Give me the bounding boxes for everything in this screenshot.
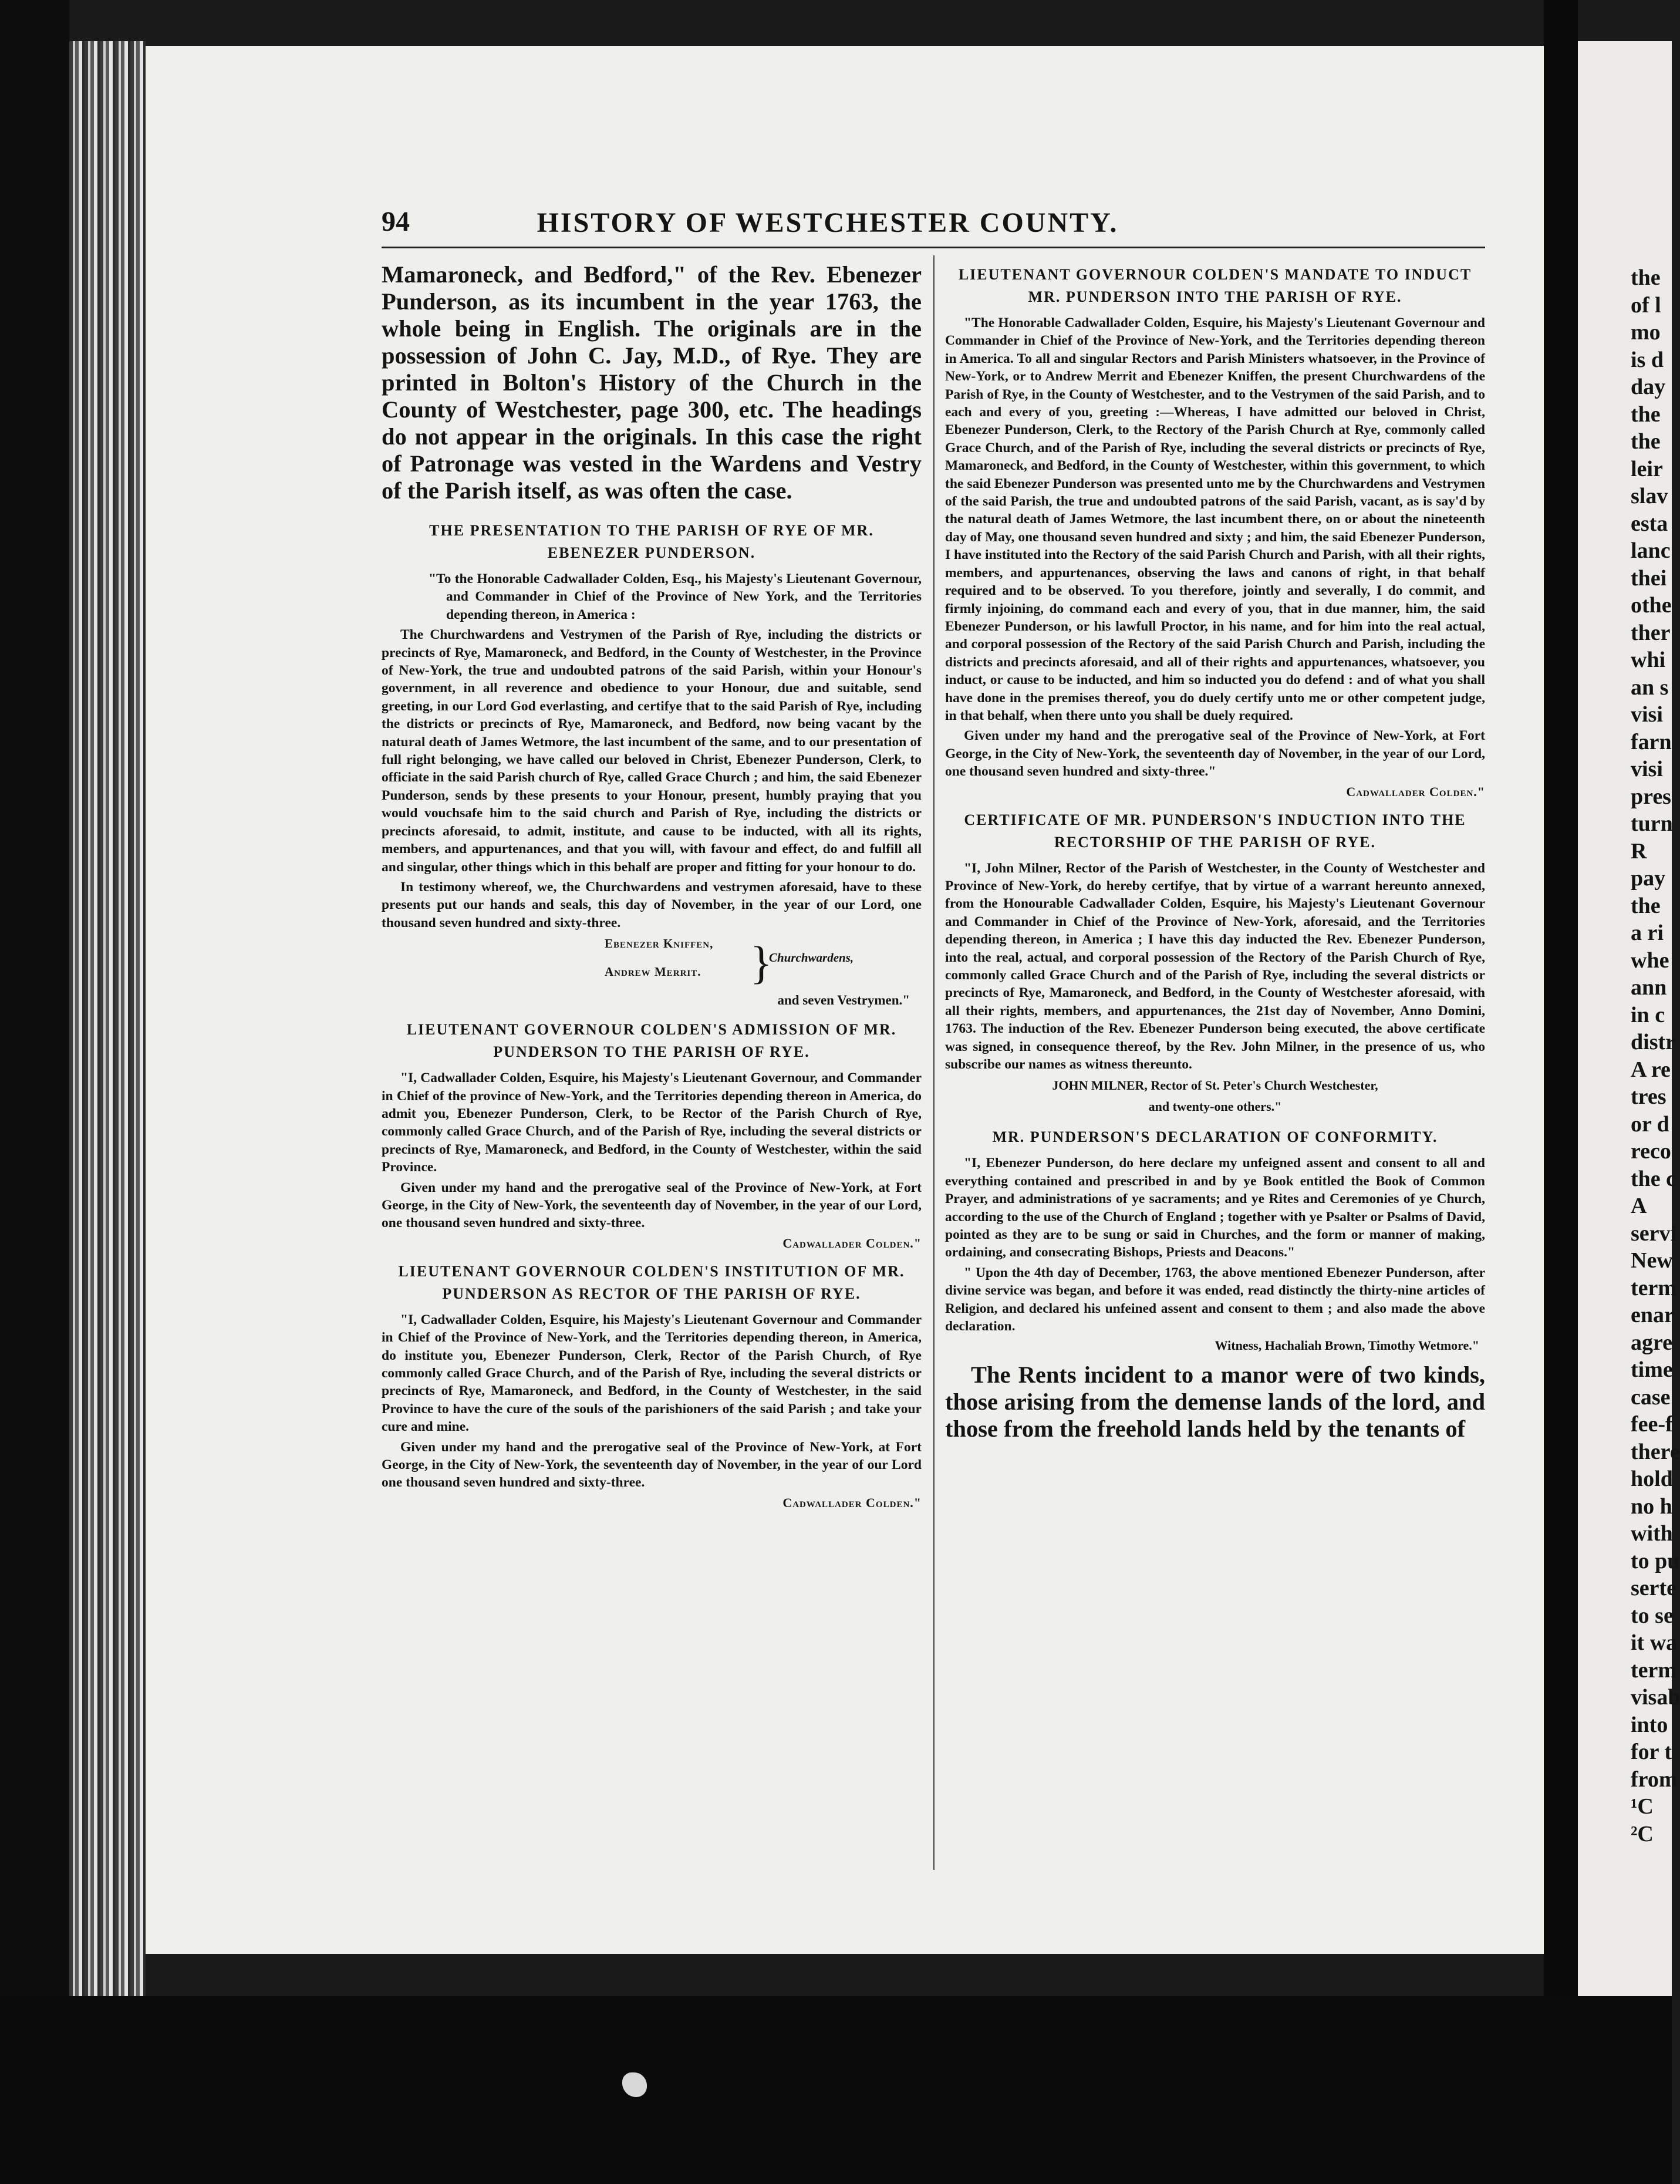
facing-page-line: visi bbox=[1631, 757, 1663, 781]
facing-page-line: A bbox=[1631, 1194, 1647, 1218]
admission-given: Given under my hand and the prerogative seal of the Province of New-York, at Fort George, in the City of New-York, the seventeenth day of November, in the year of our Lord, one thousand seven hundred and sixty-three. bbox=[382, 1179, 922, 1231]
section-heading-presentation: THE PRESENTATION TO THE PARISH OF RYE OF MR. EBENEZER PUNDERSON. bbox=[429, 522, 874, 561]
facing-page-line: no h bbox=[1631, 1494, 1672, 1519]
rents-paragraph: The Rents incident to a manor were of two kinds, those arising from the demense lands of the lord, and those from the freehold lands held by the tenants of bbox=[945, 1361, 1485, 1442]
signature-colden: Cadwallader Colden." bbox=[1346, 784, 1485, 799]
book-binding bbox=[69, 41, 146, 1996]
left-column bbox=[382, 261, 922, 1893]
facing-page-line: thei bbox=[1631, 565, 1667, 591]
facing-page-line: with bbox=[1631, 1521, 1673, 1546]
signature-colden: Cadwallader Colden." bbox=[782, 1235, 922, 1251]
churchwardens-signature bbox=[382, 936, 922, 993]
facing-page-line: pay bbox=[1631, 866, 1666, 891]
institution-paragraph: "I, Cadwallader Colden, Esquire, his Majesty's Lieutenant Governour and Commander in Chief of the Province of New-York, and the Territories depending thereon, in America, do institute you, Ebenezer Punderson, Clerk, Rector of the Parish Church, of Rye commonly called Grace Church, and of the Parish of Rye, including the several districts or precincts of Rye, Mamaroneck, and Bedford, in the County of Westchester, in the said Province to have the cure of the souls of the parishioners of the said Parish ; and take your cure and mine. bbox=[382, 1312, 922, 1435]
header-rule bbox=[382, 247, 1485, 248]
facing-page-line: servi bbox=[1631, 1221, 1677, 1246]
facing-page-line: to pu bbox=[1631, 1548, 1680, 1573]
mandate-paragraph: "The Honorable Cadwallader Colden, Esquire, his Majesty's Lieutenant Governour and Commander in Chief of the Province of New-York, and the Territories depending thereon in America. To all and singular Rectors and Parish Ministers whatsoever, in the Province of New-York, or to Andrew Merrit and Ebenezer Kniffen, the present Churchwardens of the Parish of Rye, in the County of Westchester, and to the Vestrymen of the said Parish, and to each and every of you, greeting :—Whereas, I have admitted our beloved in Christ, Ebenezer Punderson, Clerk, to the Rectory of the Parish Church at Rye, commonly called Grace Church, and of the Parish of Rye, including the several districts or precincts of Rye, Mamaroneck, and Bedford, in the County of Westchester, within this government, to which the said Ebenezer Punderson was presented unto me by the Churchwardens and Vestrymen of the said Parish, the true and undoubted patrons of the said Parish, vacant, as is say'd by the natural death of James Wetmore, the last incumbent there, on or about the nineteenth day of May, one thousand seven hundred and sixty ; and him, the said Ebenezer Punderson, I have instituted into the Rectory of the said Parish Church and Parish, with all their rights, members, and appurtenances, observing the laws and canons of right, in that behalf required and to be observed. To you therefore, jointly and severally, I do commit, and firmly injoining, do command each and every of you, that in due manner, him, the said Ebenezer Punderson, or his lawfull Proctor, in his name, and for him into the real actual, and corporal possession of the Rectory of the said Parish Church and Parish, including the districts and precincts aforesaid, and all of their rights and appurtenances, whatsoever, you induct, or cause to be inducted, and him so inducted you do defend : and of what you shall have done in the premises thereof, you do duely certify unto me or other competent judge, in that behalf, when there unto you shall be duely required. bbox=[945, 315, 1485, 723]
vestrymen-note: and seven Vestrymen." bbox=[777, 993, 910, 1008]
section-heading-declaration: MR. PUNDERSON'S DECLARATION OF CONFORMITY. bbox=[992, 1128, 1438, 1146]
mandate-given: Given under my hand and the prerogative seal of the Province of New-York, at Fort George, in the City of New-York, the seventeenth day of November, in the year of our Lord, one thousand seven hundred and sixty-three." bbox=[945, 728, 1485, 780]
section-heading-mandate: LIEUTENANT GOVERNOUR COLDEN'S MANDATE TO INDUCT MR. PUNDERSON INTO THE PARISH OF RYE. bbox=[958, 266, 1472, 305]
facing-page-line: of l bbox=[1631, 292, 1661, 318]
facing-page-line: a ri bbox=[1631, 921, 1664, 945]
running-head: HISTORY OF WESTCHESTER COUNTY. bbox=[537, 207, 1119, 238]
institution-given: Given under my hand and the prerogative seal of the Province of New-York, at Fort George, in the City of New-York, the seventeenth day of November, in the year of our Lord one thousand seven hundred and sixty-three. bbox=[382, 1439, 922, 1491]
facing-page-line: visi bbox=[1631, 702, 1663, 727]
intro-paragraph: Mamaroneck, and Bedford," of the Rev. Ebenezer Punderson, as its incumbent in the year 1763, the whole being in English. The originals are in the possession of John C. Jay, M.D., of Rye. They are printed in Bolton's History of the Church in the County of Westchester, page 300, etc. The headings do not appear in the originals. In this case the right of Patronage was vested in the Wardens and Vestry of the Parish itself, as was often the case. bbox=[382, 261, 922, 504]
facing-page-line: ann bbox=[1631, 975, 1667, 1000]
facing-page-line: farn bbox=[1631, 729, 1672, 754]
facing-page-line: the bbox=[1631, 893, 1661, 918]
warden-name: Ebenezer Kniffen, bbox=[605, 936, 714, 951]
section-heading-certificate: CERTIFICATE OF MR. PUNDERSON'S INDUCTION INTO THE RECTORSHIP OF THE PARISH OF RYE. bbox=[964, 811, 1466, 851]
facing-page-line: pres bbox=[1631, 784, 1671, 809]
facing-page-line: from bbox=[1631, 1767, 1678, 1792]
signature-milner: JOHN MILNER, Rector of St. Peter's Church Westchester, bbox=[1052, 1078, 1378, 1093]
declaration-paragraph: "I, Ebenezer Punderson, do here declare my unfeigned assent and consent to all and everything contained and prescribed in and by ye Book entitled the Book of Common Prayer, and administrations of ye sacraments; and ye Rites and Ceremonies of ye Church, according to the use of the Church of England ; together with ye Psalter or Psalms of David, pointed as they are to be sung or said in Churches, and the form or manner of making, ordaining, and consecrating Bishops, Priests and Deacons." bbox=[945, 1155, 1485, 1260]
page-number: 94 bbox=[382, 206, 410, 237]
facing-page-line: New bbox=[1631, 1248, 1673, 1273]
signature-colden: Cadwallader Colden." bbox=[782, 1495, 922, 1510]
page-gutter bbox=[1544, 0, 1578, 2184]
facing-page-line: agre bbox=[1631, 1330, 1673, 1355]
presentation-address: "To the Honorable Cadwallader Colden, Esq., his Majesty's Lieutenant Governour, and Commander in Chief of the Province of New York, and the Territories depending thereon, in America : bbox=[429, 571, 922, 622]
facing-page-line: tres bbox=[1631, 1084, 1666, 1109]
facing-page-line: ²C bbox=[1631, 1821, 1654, 1846]
facing-page-line: time bbox=[1631, 1357, 1673, 1382]
presentation-paragraph: The Churchwardens and Vestrymen of the Parish of Rye, including the districts or precincts of Rye, Mamaroneck, and Bedford, in the County of Westchester, in the Province of New-York, the true and undoubted patrons of the said Parish, within your Honour's government, in all reverence and obedience to your Honour, due and suitable, send greeting, in our Lord God everlasting, and certifye that to the said Parish of Rye, including the districts or precincts of Rye, Mamaroneck, and Bedford, now being vacant by the natural death of James Wetmore, the last incumbent of the same, and to our presentation of full right belonging, we have called our beloved in Christ, Ebenezer Punderson, Clerk, to officiate in the said Parish church of Rye, called Grace Church ; and him, the said Ebenezer Punderson, sends by these presents to your Honour, present, humbly praying that you would vouchsafe him to the said church and Parish of Rye, including the districts or precincts aforesaid, to admit, institute, and cause to be inducted, with all its rights, members, and appurtenances, and that you will, with favour and effect, do and fulfill all and singular, other things which in this behalf are proper and fitting for your honour to do. bbox=[382, 627, 922, 875]
presentation-testimony: In testimony whereof, we, the Churchwardens and vestrymen aforesaid, have to these presents put our hands and seals, this day of November, in the year of our Lord, one thousand seven hundred and sixty-three. bbox=[382, 879, 922, 931]
facing-page-line: the bbox=[1631, 402, 1661, 427]
facing-page-line: ther bbox=[1631, 620, 1671, 645]
column-rule bbox=[933, 255, 935, 1870]
facing-page-line: there bbox=[1631, 1439, 1680, 1464]
facing-page-line: to se bbox=[1631, 1603, 1674, 1628]
facing-page-line: mo bbox=[1631, 320, 1661, 345]
facing-page-line: into bbox=[1631, 1712, 1668, 1737]
facing-page-lines bbox=[1578, 41, 1680, 1848]
section-heading-institution: LIEUTENANT GOVERNOUR COLDEN'S INSTITUTION OF MR. PUNDERSON AS RECTOR OF THE PARISH OF RYE. bbox=[398, 1262, 905, 1302]
facing-page-fragment bbox=[1578, 41, 1680, 1996]
facing-page-line: enar bbox=[1631, 1303, 1674, 1327]
facing-page-line: for t bbox=[1631, 1740, 1672, 1764]
certificate-paragraph: "I, John Milner, Rector of the Parish of Westchester, in the County of Westchester and Province of New-York, do hereby certifye, that by virtue of a warrant hereunto annexed, from the Honourable Cadwallader Colden, Esquire, his Majesty's Lieutenant Governour and Commander in Chief of the Province of New-York, aforesaid, and the Territories depending thereon, in America ; I have this day inducted the Rev. Ebenezer Punderson, into the real, actual, and corporal possession of the Rectory of the Parish Church of Rye, commonly called Grace Church and of the Parish of Rye, including the several districts or precincts of Rye, Mamaroneck, and Bedford, in the County of Westchester aforesaid, with all their rights, members, and appurtenances, the 21st day of November, Anno Domini, 1763. The induction of the Rev. Ebenezer Punderson being executed, the above certificate was signed, in consequence thereof, by the Rev. John Milner, in the presence of us, who subscribe our names as witness thereunto. bbox=[945, 860, 1485, 1073]
brace-glyph: } bbox=[750, 937, 772, 989]
facing-page-line: othe bbox=[1631, 593, 1672, 618]
scan-border-left bbox=[0, 0, 69, 2184]
facing-page-line: an s bbox=[1631, 675, 1669, 700]
facing-page-line: visab bbox=[1631, 1685, 1680, 1710]
right-column bbox=[945, 261, 1485, 1893]
warden-name: Andrew Merrit. bbox=[605, 965, 701, 979]
signature-others: and twenty-one others." bbox=[1148, 1099, 1282, 1114]
facing-page-line: hold bbox=[1631, 1467, 1673, 1491]
facing-page-line: it wa bbox=[1631, 1630, 1678, 1655]
facing-page-line: whe bbox=[1631, 948, 1669, 973]
facing-page-line: the bbox=[1631, 265, 1661, 290]
facing-page-line: turn bbox=[1631, 811, 1673, 836]
facing-page-line: the c bbox=[1631, 1166, 1676, 1191]
facing-page-line: distr bbox=[1631, 1030, 1675, 1054]
admission-paragraph: "I, Cadwallader Colden, Esquire, his Majesty's Lieutenant Governour, and Commander in Chief of the province of New-York, and the Territories depending thereon in America, do admit you, Ebenezer Punderson, Clerk, to be Rector of the Parish Church of Rye, commonly called Grace Church, and of the Parish of Rye, including the several districts or precincts of Rye, Mamaroneck, and Bedford, in the County of Westchester, within the said Province. bbox=[382, 1070, 922, 1175]
facing-page-line: term bbox=[1631, 1275, 1677, 1300]
facing-page-line: slav bbox=[1631, 484, 1668, 508]
facing-page-line: the bbox=[1631, 429, 1661, 454]
facing-page-spacer bbox=[1578, 41, 1672, 264]
wardens-role: Churchwardens, bbox=[769, 951, 854, 965]
facing-page-line: whi bbox=[1631, 648, 1666, 672]
facing-page-line: esta bbox=[1631, 511, 1668, 536]
facing-page-line: A re bbox=[1631, 1057, 1671, 1082]
facing-page-line: term bbox=[1631, 1657, 1677, 1683]
facing-page-line: fee-f bbox=[1631, 1412, 1673, 1437]
section-heading-admission: LIEUTENANT GOVERNOUR COLDEN'S ADMISSION OF MR. PUNDERSON TO THE PARISH OF RYE. bbox=[406, 1021, 897, 1061]
facing-page-line: in c bbox=[1631, 1002, 1665, 1027]
facing-page-line: serte bbox=[1631, 1576, 1677, 1600]
facing-page-line: or d bbox=[1631, 1111, 1669, 1137]
facing-page-line: day bbox=[1631, 375, 1666, 399]
facing-page-line: is d bbox=[1631, 347, 1664, 372]
facing-page-line: case bbox=[1631, 1384, 1671, 1410]
witness-line: Witness, Hachaliah Brown, Timothy Wetmore." bbox=[1215, 1337, 1479, 1353]
facing-page-line: lanc bbox=[1631, 538, 1671, 563]
facing-page-line: R bbox=[1631, 838, 1647, 864]
facing-page-line: leir bbox=[1631, 456, 1663, 481]
facing-page-line: ¹C bbox=[1631, 1794, 1654, 1819]
declaration-note: " Upon the 4th day of December, 1763, the above mentioned Ebenezer Punderson, after divine service was began, and before it was ended, read distinctly the thirty-nine articles of Religion, and declared his unfeined assent and consent to them ; and also made the above declaration. bbox=[945, 1265, 1485, 1334]
scan-border-bottom bbox=[0, 1996, 1672, 2184]
facing-page-line: reco bbox=[1631, 1139, 1671, 1164]
